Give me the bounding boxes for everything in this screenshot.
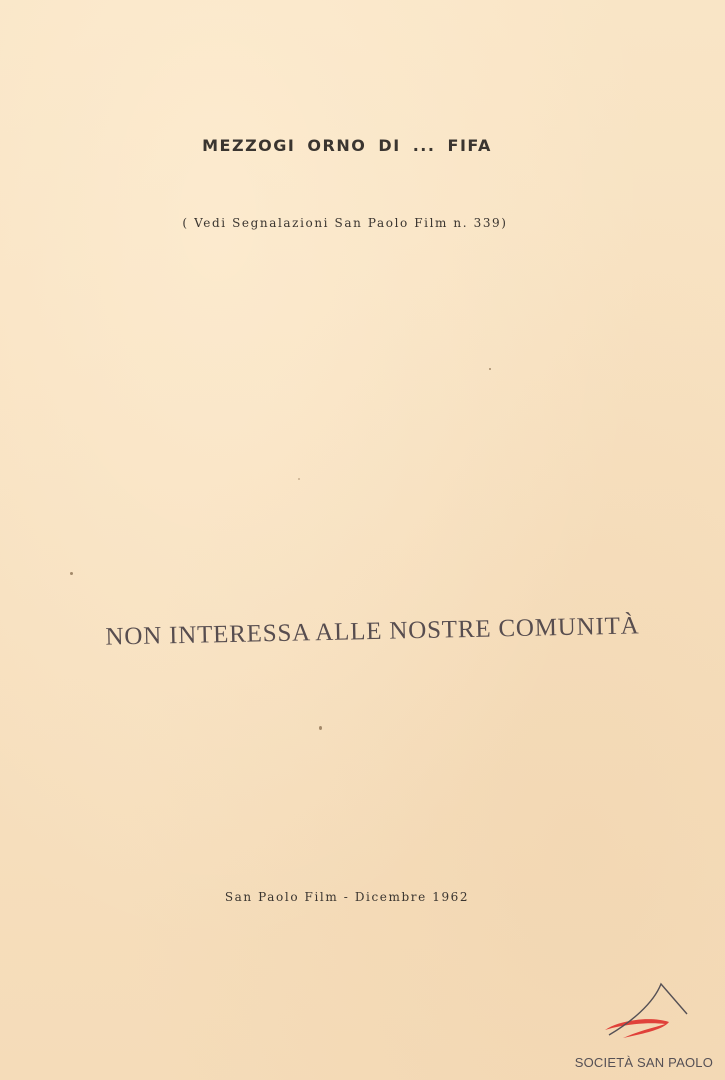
publisher-logo <box>573 980 713 1070</box>
publisher-logo-icon <box>601 980 691 1042</box>
paper-speck <box>298 478 300 480</box>
paper-speck <box>489 368 491 370</box>
paper-speck <box>70 572 73 575</box>
document-title: MEZZOGI ORNO DI ... FIFA <box>202 136 492 155</box>
paper-speck <box>319 726 322 730</box>
publisher-logo-text: SOCIETÀ SAN PAOLO <box>574 1055 713 1070</box>
document-subtitle: ( Vedi Segnalazioni San Paolo Film n. 339) <box>182 216 508 230</box>
document-footer: San Paolo Film - Dicembre 1962 <box>224 890 470 904</box>
rubber-stamp: NON INTERESSA ALLE NOSTRE COMUNITÀ <box>105 612 640 651</box>
